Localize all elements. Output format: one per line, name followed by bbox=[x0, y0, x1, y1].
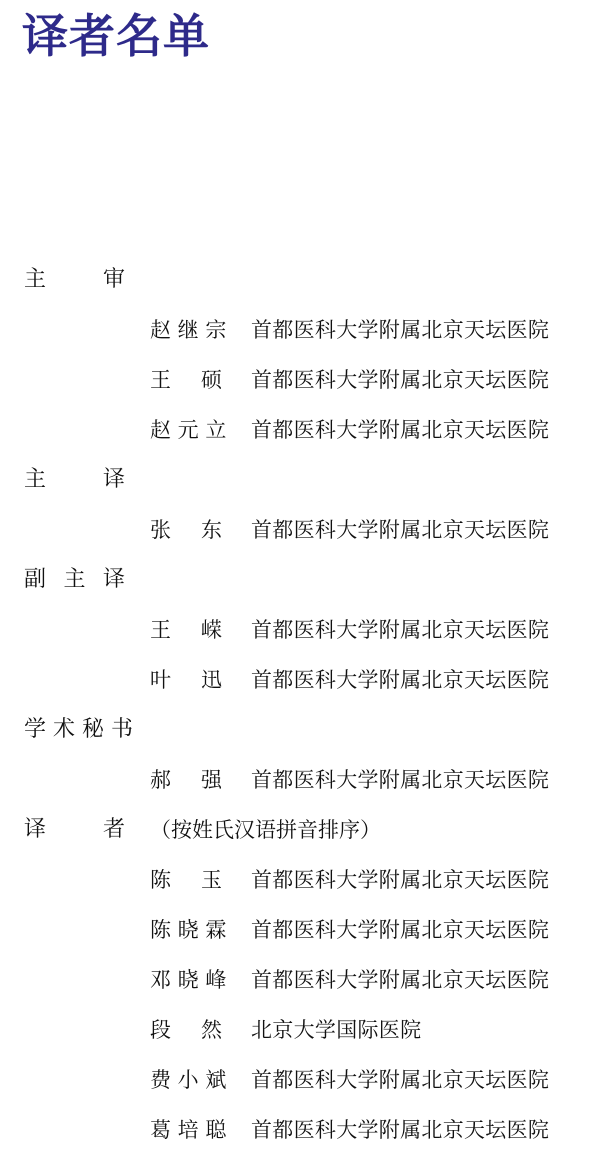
person-name: 赵 继 宗 bbox=[150, 318, 227, 342]
person-affiliation: 首都医科大学附属北京天坛医院 bbox=[251, 968, 550, 992]
person-name: 郝 强 bbox=[150, 768, 222, 792]
person-name: 费 小 斌 bbox=[150, 1068, 227, 1092]
role-academic-secretary: 学 术 秘 书 bbox=[24, 717, 133, 742]
role-translators: 译 者 bbox=[24, 817, 125, 842]
person-affiliation: 首都医科大学附属北京天坛医院 bbox=[251, 368, 550, 392]
person-name: 葛 培 聪 bbox=[150, 1118, 227, 1142]
role-chief-reviewer: 主 审 bbox=[24, 267, 125, 292]
person-name: 陈 晓 霖 bbox=[150, 918, 227, 942]
person-name: 叶 迅 bbox=[150, 668, 222, 692]
person-affiliation: 首都医科大学附属北京天坛医院 bbox=[251, 868, 550, 892]
role-deputy-translator: 副 主 译 bbox=[24, 567, 125, 592]
person-affiliation: 首都医科大学附属北京天坛医院 bbox=[251, 668, 550, 692]
person-affiliation: 首都医科大学附属北京天坛医院 bbox=[251, 618, 550, 642]
person-name: 邓 晓 峰 bbox=[150, 968, 227, 992]
person-affiliation: 首都医科大学附属北京天坛医院 bbox=[251, 768, 550, 792]
person-name: 段 然 bbox=[150, 1018, 222, 1042]
person-affiliation: 首都医科大学附属北京天坛医院 bbox=[251, 1118, 550, 1142]
role-chief-translator: 主 译 bbox=[24, 467, 125, 492]
person-affiliation: 北京大学国际医院 bbox=[251, 1018, 422, 1042]
translators-sort-note: （按姓氏汉语拼音排序） bbox=[150, 818, 381, 842]
person-affiliation: 首都医科大学附属北京天坛医院 bbox=[251, 1068, 550, 1092]
person-affiliation: 首都医科大学附属北京天坛医院 bbox=[251, 318, 550, 342]
person-affiliation: 首都医科大学附属北京天坛医院 bbox=[251, 418, 550, 442]
person-name: 陈 玉 bbox=[150, 868, 222, 892]
person-name: 王 嵘 bbox=[150, 618, 222, 642]
person-affiliation: 首都医科大学附属北京天坛医院 bbox=[251, 918, 550, 942]
page-title: 译者名单 bbox=[22, 9, 210, 63]
person-affiliation: 首都医科大学附属北京天坛医院 bbox=[251, 518, 550, 542]
person-name: 王 硕 bbox=[150, 368, 222, 392]
person-name: 赵 元 立 bbox=[150, 418, 227, 442]
person-name: 张 东 bbox=[150, 518, 222, 542]
